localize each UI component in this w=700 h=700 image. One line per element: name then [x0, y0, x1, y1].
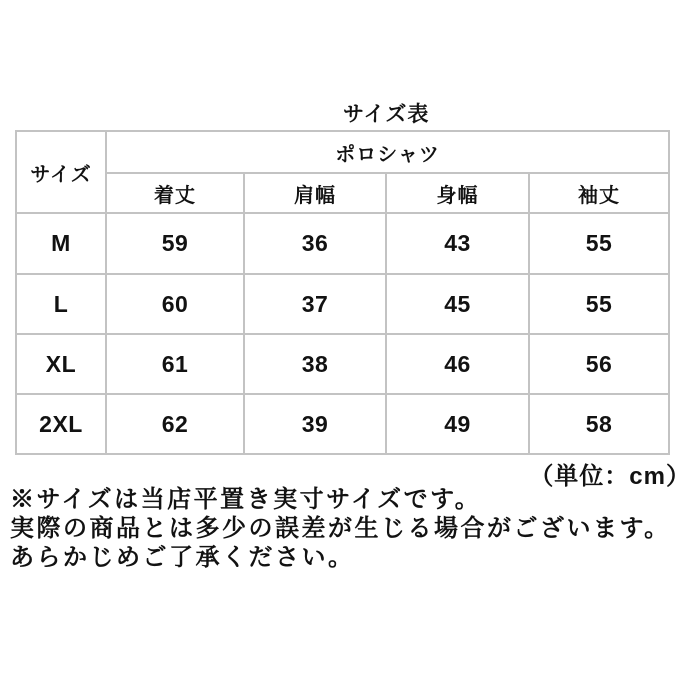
table-cell: 61: [106, 334, 244, 394]
table-row-m: [16, 213, 669, 274]
table-cell: 59: [106, 213, 244, 274]
column-header-body-length: 着丈: [106, 173, 244, 213]
table-cell: 62: [106, 394, 244, 454]
table-row-xl: [16, 334, 669, 394]
table-row-2xl: [16, 394, 669, 454]
table-cell: 56: [529, 334, 669, 394]
table-cell: 49: [386, 394, 529, 454]
row-header-size-2xl: 2XL: [16, 394, 106, 454]
table-column-header-row: [16, 173, 669, 213]
table-cell: 39: [244, 394, 386, 454]
table-cell: 55: [529, 213, 669, 274]
corner-header-size: サイズ: [16, 131, 106, 213]
size-chart-table: [15, 130, 670, 455]
product-group-header: ポロシャツ: [106, 131, 669, 173]
row-header-size-l: L: [16, 274, 106, 334]
table-cell: 55: [529, 274, 669, 334]
row-header-size-m: M: [16, 213, 106, 274]
footnotes: [10, 485, 700, 572]
table-cell: 37: [244, 274, 386, 334]
table-cell: 43: [386, 213, 529, 274]
table-cell: 38: [244, 334, 386, 394]
footnote-line-2: 実際の商品とは多少の誤差が生じる場合がございます。: [10, 515, 671, 542]
column-header-sleeve-length: 袖丈: [529, 173, 669, 213]
table-header-group-row: [16, 131, 669, 173]
footnote-line-3: あらかじめご了承ください。: [10, 544, 355, 571]
table-cell: 58: [529, 394, 669, 454]
table-cell: 45: [386, 274, 529, 334]
table-cell: 36: [244, 213, 386, 274]
unit-label: （単位：cm）: [529, 463, 691, 490]
table-row-l: [16, 274, 669, 334]
column-header-shoulder-width: 肩幅: [244, 173, 386, 213]
table-cell: 46: [386, 334, 529, 394]
footnote-line-1: ※サイズは当店平置き実寸サイズです。: [10, 486, 482, 513]
column-header-body-width: 身幅: [386, 173, 529, 213]
table-cell: 60: [106, 274, 244, 334]
page-title: サイズ表: [343, 103, 430, 126]
row-header-size-xl: XL: [16, 334, 106, 394]
